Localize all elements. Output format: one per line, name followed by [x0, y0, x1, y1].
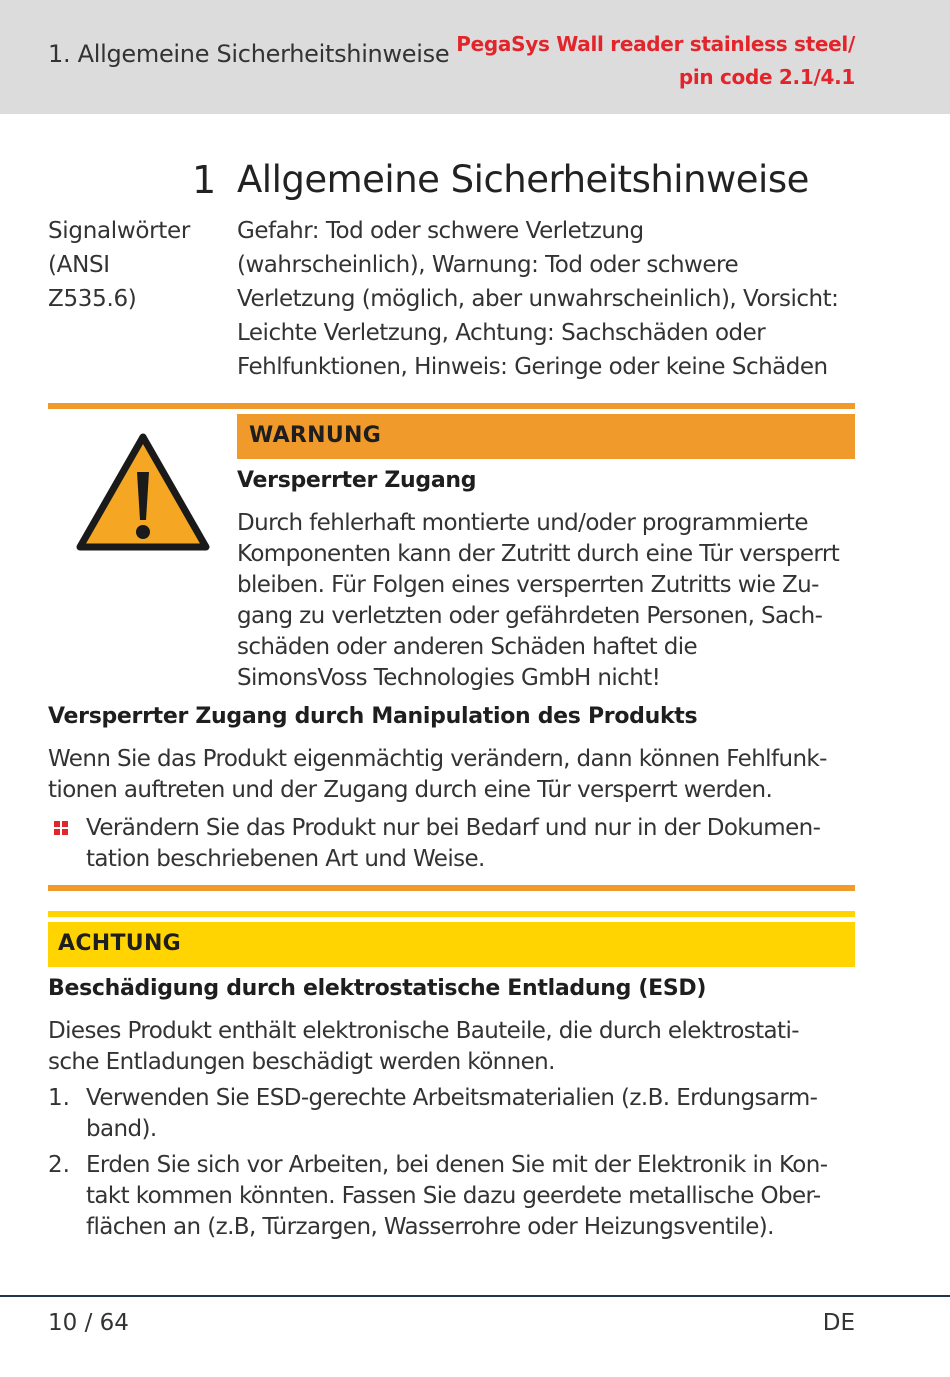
- warning-text-line: Durch fehlerhaft montierte und/oder programmierte: [237, 510, 808, 536]
- header-product-line-2: pin code 2.1/4.1: [678, 65, 855, 89]
- signal-words-label-line: Signalwörter: [48, 218, 191, 244]
- step-text-line: Erden Sie sich vor Arbeiten, bei denen Sie mit der Elektronik in Kon-: [86, 1152, 828, 1178]
- chapter-number: 1: [192, 158, 217, 202]
- step-text: [86, 1083, 856, 1145]
- signal-words-label-line: Z535.6): [48, 286, 137, 312]
- warning-text-line: Komponenten kann der Zutritt durch eine Tür versperrt: [237, 541, 840, 567]
- signal-words-text: [237, 214, 877, 384]
- step-text-line: band).: [86, 1116, 157, 1142]
- step-text-line: takt kommen könnten. Fassen Sie dazu geerdete metallische Ober-: [86, 1183, 821, 1209]
- manipulation-text: [48, 744, 868, 806]
- signal-words-line: Gefahr: Tod oder schwere Verletzung: [237, 218, 644, 244]
- signal-words-line: (wahrscheinlich), Warnung: Tod oder schwere: [237, 252, 739, 278]
- header-product-line-1: PegaSys Wall reader stainless steel/: [456, 32, 855, 56]
- chapter-title: Allgemeine Sicherheitshinweise: [237, 158, 809, 201]
- warning-text-line: gang zu verletzten oder gefährdeten Personen, Sach-: [237, 603, 823, 629]
- attention-label: ACHTUNG: [58, 931, 182, 956]
- warning-label: WARNUNG: [249, 423, 382, 448]
- warning-text-line: SimonsVoss Technologies GmbH nicht!: [237, 665, 661, 691]
- page-header: [0, 0, 950, 114]
- esd-text: [48, 1016, 848, 1078]
- signal-words-label: [48, 214, 218, 316]
- warning-title: Versperrter Zugang: [237, 468, 477, 493]
- signal-words-line: Verletzung (möglich, aber unwahrscheinlich), Vorsicht:: [237, 286, 839, 312]
- manipulation-title: Versperrter Zugang durch Manipulation des Produkts: [48, 704, 698, 729]
- warning-bottom-rule: [48, 885, 855, 891]
- warning-triangle-icon: [75, 430, 211, 552]
- warning-top-rule: [48, 403, 855, 409]
- warning-text-line: schäden oder anderen Schäden haftet die: [237, 634, 698, 660]
- page-number: 10 / 64: [48, 1310, 129, 1336]
- esd-text-line: Dieses Produkt enthält elektronische Bauteile, die durch elektrostati-: [48, 1018, 799, 1044]
- attention-banner: [48, 922, 855, 967]
- signal-words-line: Leichte Verletzung, Achtung: Sachschäden oder: [237, 320, 766, 346]
- signal-words-label-line: (ANSI: [48, 252, 110, 278]
- bullet-squares-icon: [54, 821, 69, 836]
- step-number: 1.: [48, 1085, 70, 1111]
- esd-title: Beschädigung durch elektrostatische Entladung (ESD): [48, 976, 707, 1001]
- step-text: [86, 1150, 856, 1243]
- manipulation-text-line: tionen auftreten und der Zugang durch eine Tür versperrt werden.: [48, 777, 773, 803]
- bullet-item: [86, 813, 866, 875]
- warning-banner: [237, 414, 855, 459]
- step-text-line: Verwenden Sie ESD-gerechte Arbeitsmaterialien (z.B. Erdungsarm-: [86, 1085, 818, 1111]
- manipulation-text-line: Wenn Sie das Produkt eigenmächtig verändern, dann können Fehlfunk-: [48, 746, 827, 772]
- bullet-item-line: Verändern Sie das Produkt nur bei Bedarf und nur in der Dokumen-: [86, 815, 821, 841]
- header-section-title: 1. Allgemeine Sicherheitshinweise: [48, 40, 450, 68]
- step-text-line: flächen an (z.B, Türzargen, Wasserrohre oder Heizungsventile).: [86, 1214, 774, 1240]
- esd-text-line: sche Entladungen beschädigt werden können.: [48, 1049, 555, 1075]
- header-product-name: [456, 28, 855, 94]
- footer-rule: [0, 1295, 950, 1297]
- language-code: DE: [822, 1310, 855, 1336]
- step-number: 2.: [48, 1152, 70, 1178]
- warning-text: [237, 508, 867, 694]
- signal-words-line: Fehlfunktionen, Hinweis: Geringe oder keine Schäden: [237, 354, 828, 380]
- bullet-item-line: tation beschriebenen Art und Weise.: [86, 846, 485, 872]
- attention-top-rule: [48, 911, 855, 917]
- warning-text-line: bleiben. Für Folgen eines versperrten Zutritts wie Zu-: [237, 572, 819, 598]
